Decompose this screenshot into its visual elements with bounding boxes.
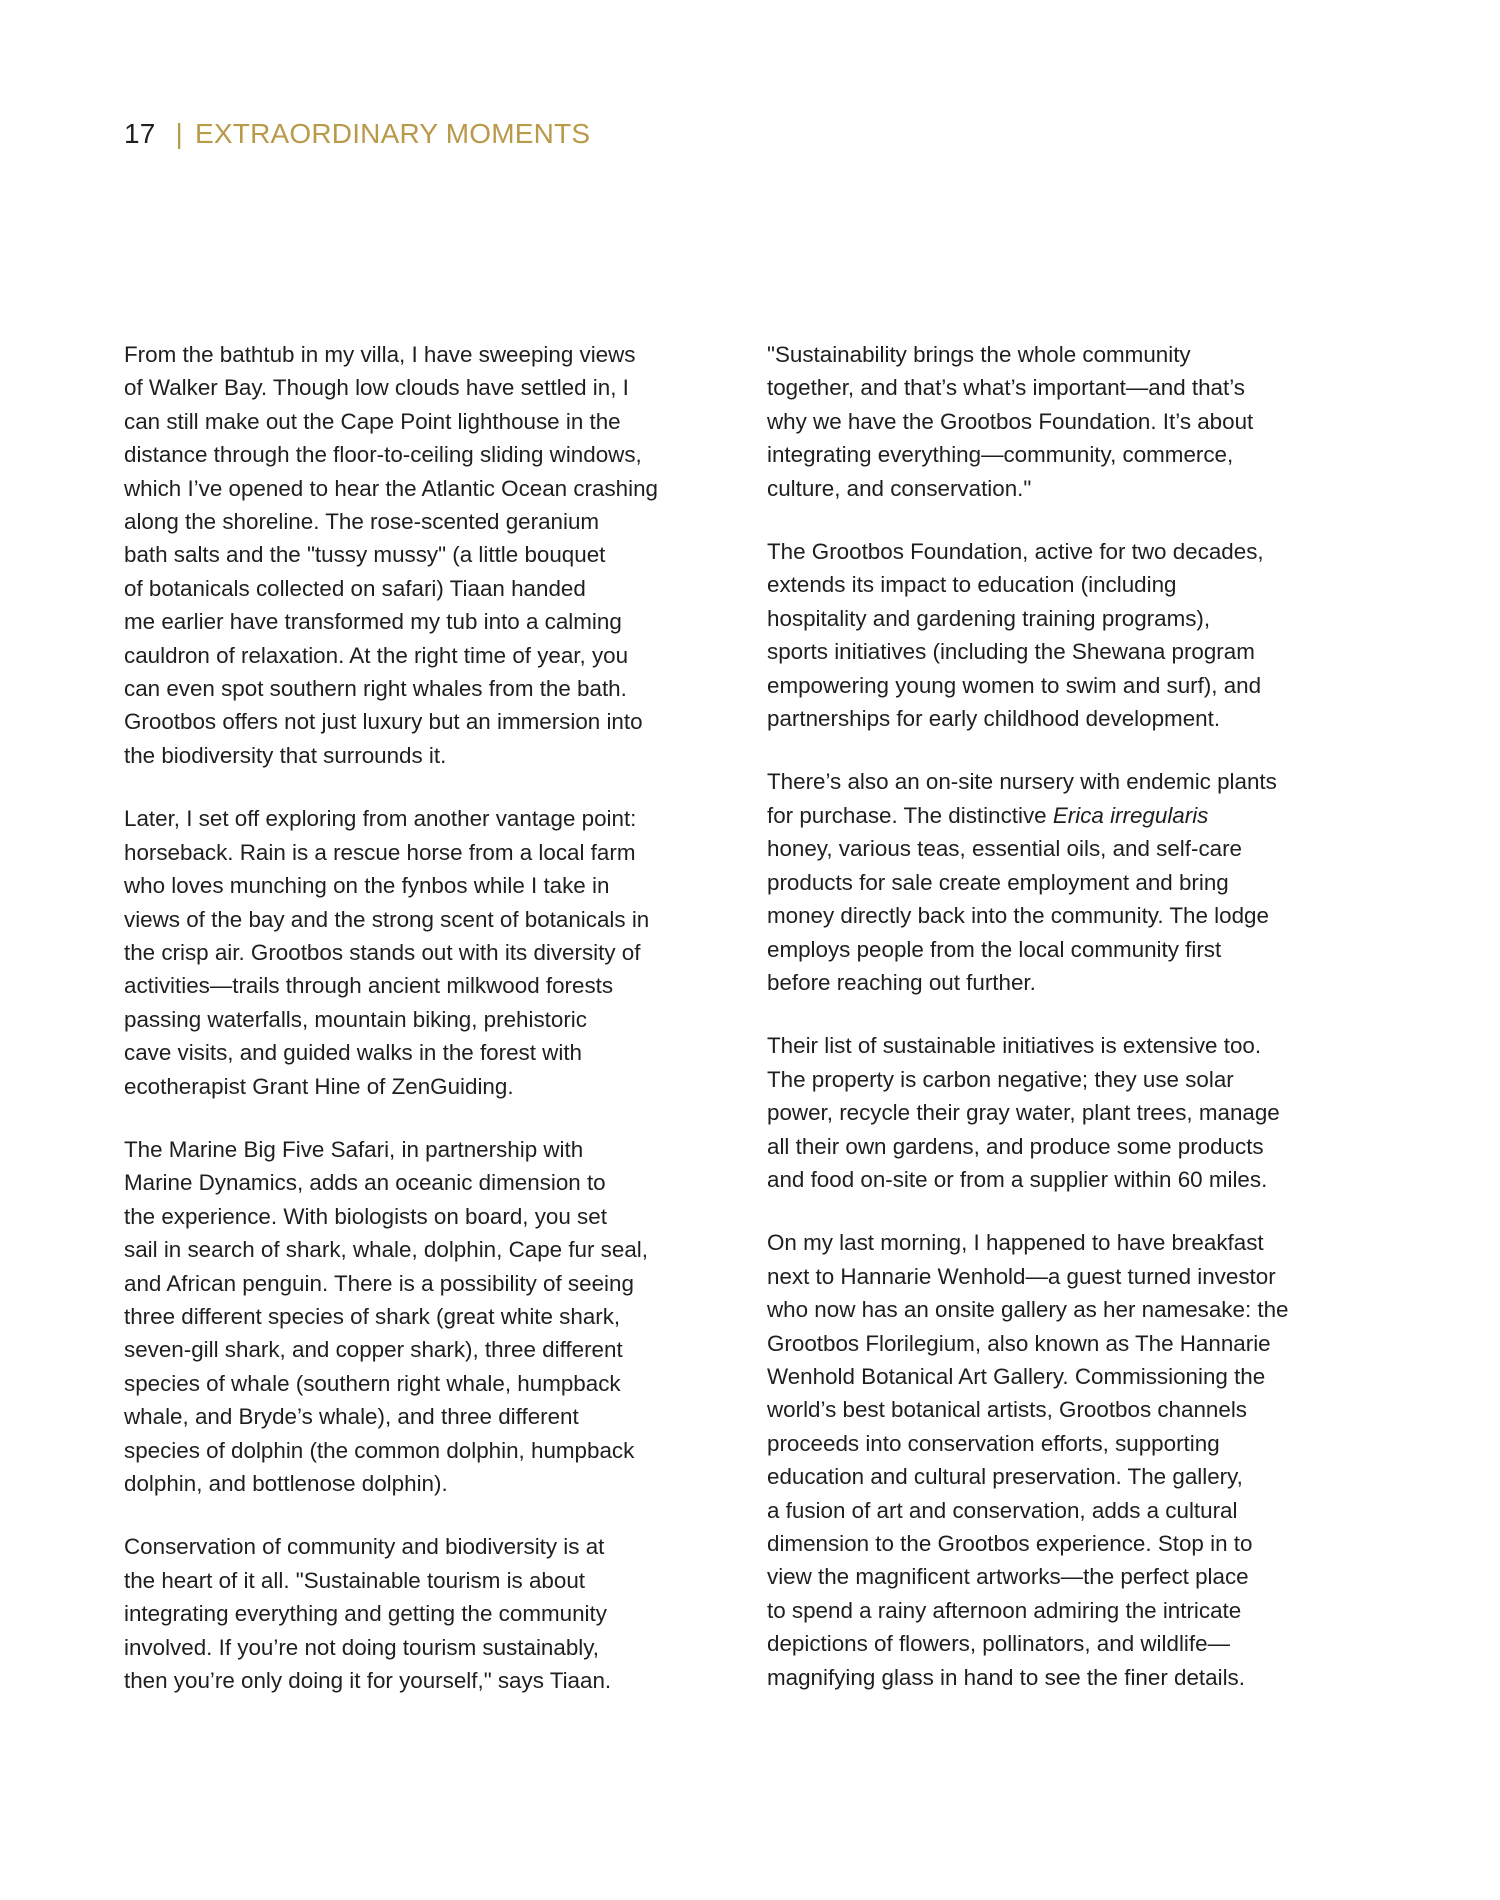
page-header: [124, 118, 590, 150]
paragraph-nursery: [767, 765, 1347, 999]
section-title: EXTRAORDINARY MOMENTS: [195, 118, 591, 149]
paragraph-horseback: Later, I set off exploring from another vantage point: horseback. Rain is a rescue horse from a local farm who loves munching on the fynbos while I take in views of the bay and the strong scent of botanicals in the crisp air. Grootbos stands out with its diversity of activities—trails through ancient milkwood forests passing waterfalls, mountain biking, prehistoric cave visits, and guided walks in the forest with ecotherapist Grant Hine of ZenGuiding.: [124, 806, 650, 1099]
nursery-text-start: There’s also an on-site nursery with endemic plants for purchase. The distinctive: [767, 769, 1277, 828]
paragraph-conservation: Conservation of community and biodiversity is at the heart of it all. "Sustainable tourism is about integrating everything and getting the community involved. If you’re not doing tourism sustainably, then you’re only doing it for yourself," says Tiaan.: [124, 1534, 612, 1694]
paragraph-initiatives: Their list of sustainable initiatives is extensive too. The property is carbon negative; they use solar power, recycle their gray water, plant trees, manage all their own gardens, and produce some products and food on-site or from a supplier within 60 miles.: [767, 1033, 1280, 1192]
paragraph-foundation: The Grootbos Foundation, active for two decades, extends its impact to education (including hospitality and gardening training programs), sports initiatives (including the Shewana program empowering young women to swim and surf), and partnerships for early childhood development.: [767, 539, 1264, 732]
plant-species-name: Erica irregularis: [1052, 802, 1209, 828]
header-divider: |: [175, 118, 184, 149]
paragraph-bathtub-views: From the bathtub in my villa, I have sweeping views of Walker Bay. Though low clouds have settled in, I can still make out the Cape Point lighthouse in the distance through the floor-to-ceiling sliding windows, which I’ve opened to hear the Atlantic Ocean crashing along the shoreline. The rose-scented geranium bath salts and the "tussy mussy" (a little bouquet of botanicals collected on safari) Tiaan handed me earlier have transformed my tub into a calming cauldron of relaxation. At the right time of year, you can even spot southern right whales from the bath. Grootbos offers not just luxury but an immersion into the biodiversity that surrounds it.: [124, 342, 658, 768]
paragraph-marine-safari: The Marine Big Five Safari, in partnership with Marine Dynamics, adds an oceanic dimension to the experience. With biologists on board, you set sail in search of shark, whale, dolphin, Cape fur seal, and African penguin. There is a possibility of seeing three different species of shark (great white shark, seven-gill shark, and copper shark), three different species of whale (southern right whale, humpback whale, and Bryde’s whale), and three different species of dolphin (the common dolphin, humpback dolphin, and bottlenose dolphin).: [124, 1136, 648, 1496]
nursery-text-end: honey, various teas, essential oils, and self-care products for sale create employment and bring money directly back into the community. The lodge employs people from the local community first before reaching out further.: [767, 836, 1269, 995]
paragraph-gallery: On my last morning, I happened to have breakfast next to Hannarie Wenhold—a guest turned investor who now has an onsite gallery as her namesake: the Grootbos Florilegium, also known as The Hannarie Wenhold Botanical Art Gallery. Commissioning the world’s best botanical artists, Grootbos channels proceeds into conservation efforts, supporting education and cultural preservation. The gallery, a fusion of art and conservation, adds a cultural dimension to the Grootbos experience. Stop in to view the magnificent artworks—the perfect place to spend a rainy afternoon admiring the intricate depictions of flowers, pollinators, and wildlife— magnifying glass in hand to see the finer details.: [767, 1230, 1289, 1690]
left-column: [124, 338, 694, 1697]
page-number: 17: [124, 118, 156, 149]
paragraph-sustainability-quote: "Sustainability brings the whole community together, and that’s what’s important—and that’s why we have the Grootbos Foundation. It’s about integrating everything—community, commerce, culture, and conservation.": [767, 342, 1254, 501]
right-column: [767, 338, 1347, 1694]
